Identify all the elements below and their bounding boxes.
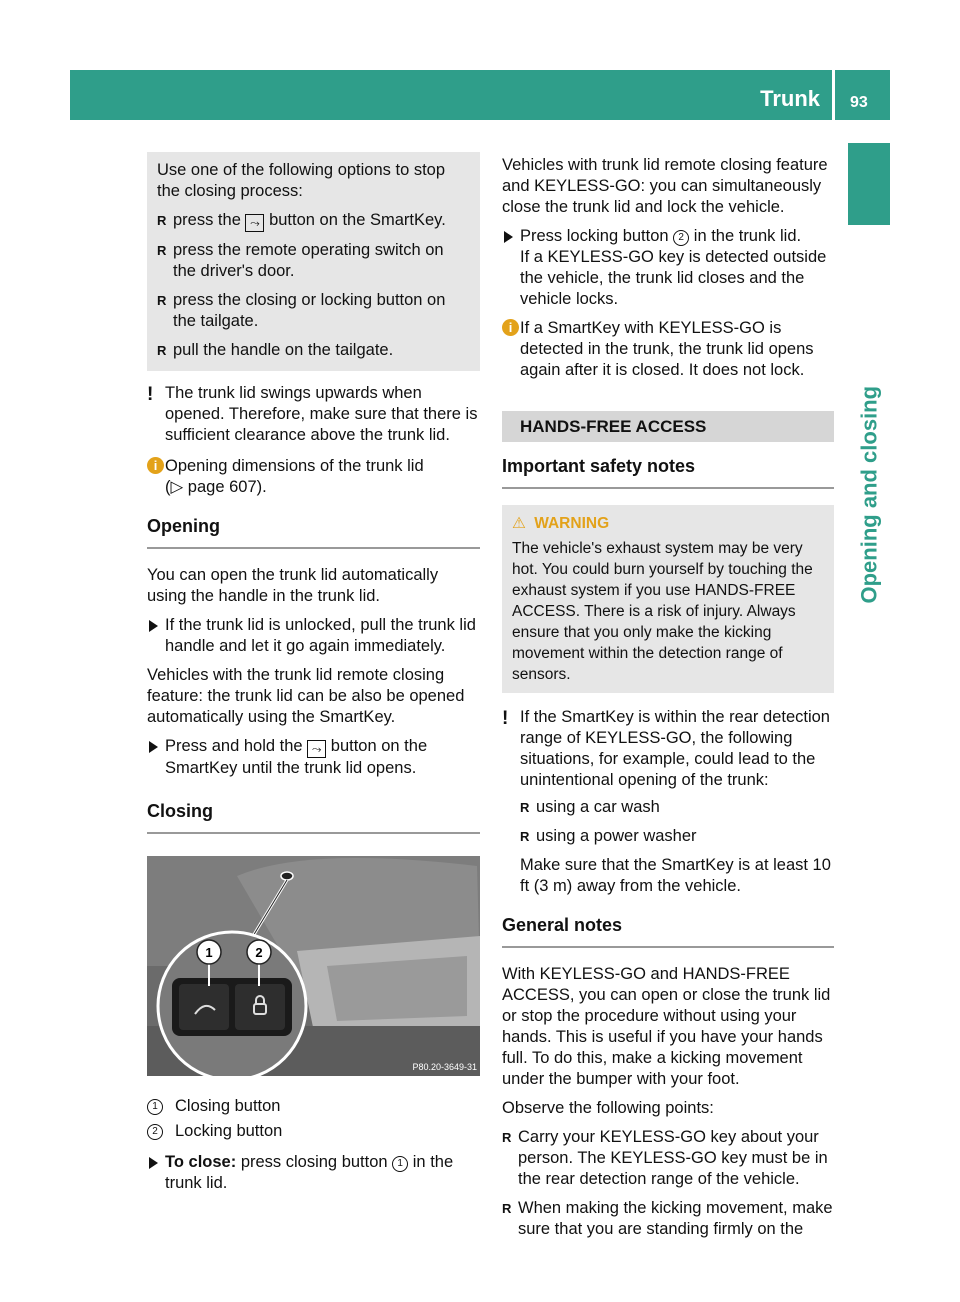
- info-note: i Opening dimensions of the trunk lid (▷ page 607).: [147, 456, 480, 498]
- header-divider: [832, 70, 835, 120]
- svg-text:1: 1: [205, 945, 213, 960]
- list-item: R press the remote operating switch on the driver's door.: [157, 240, 470, 282]
- instruction-step: Press locking button 2 in the trunk lid. If a KEYLESS-GO key is detected outside the vehicle, the trunk lid closes and the vehicle locks.: [502, 226, 834, 310]
- step-arrow-icon: [149, 1157, 158, 1169]
- general-points-intro: Observe the following points:: [502, 1099, 714, 1117]
- caution-note: ! The trunk lid swings upwards when opened. Therefore, make sure that there is sufficient clearance above the trunk lid.: [147, 384, 478, 444]
- caution-tail: Make sure that the SmartKey is at least 10 ft (3 m) away from the vehicle.: [520, 856, 831, 895]
- caution-note: ! If the SmartKey is within the rear detection range of KEYLESS-GO, the following situations, for example, could lead to the unintentional opening of the trunk: R using a car wash R using a power washer Make sure that the SmartKey is at least 10 ft (3 m) away from the vehicle.: [502, 707, 834, 897]
- list-item: R press the ⤳ button on the SmartKey.: [157, 210, 470, 232]
- exclamation-icon: !: [502, 708, 509, 729]
- number-1-icon: 1: [392, 1156, 408, 1172]
- trunk-key-icon: ⤳: [245, 214, 264, 232]
- left-column: [147, 152, 480, 1202]
- chapter-label: Opening and closing: [856, 385, 882, 604]
- list-item: R Carry your KEYLESS-GO key about your person. The KEYLESS-GO key must be in the rear detection range of the vehicle.: [502, 1127, 834, 1190]
- svg-text:2: 2: [255, 945, 263, 960]
- page-reference-link[interactable]: page 607).: [187, 478, 267, 496]
- list-item: R pull the handle on the tailgate.: [157, 340, 470, 361]
- step-arrow-icon: [149, 741, 158, 753]
- instruction-step: Press and hold the ⤳ button on the SmartKey until the trunk lid opens.: [147, 736, 480, 779]
- legend-item: 1 Closing button: [147, 1096, 480, 1117]
- page-number: 93: [850, 94, 868, 111]
- header-section-title: Trunk: [760, 86, 820, 111]
- number-2-icon: 2: [147, 1124, 163, 1140]
- info-icon: i: [147, 457, 164, 474]
- list-item: R press the closing or locking button on the tailgate.: [157, 290, 470, 332]
- heading-opening: Opening: [147, 516, 480, 549]
- remote-paragraph: Vehicles with the trunk lid remote closing feature: the trunk lid can be also be opened automatically using the SmartKey.: [147, 666, 465, 726]
- heading-safety: Important safety notes: [502, 456, 834, 489]
- legend-item: 2 Locking button: [147, 1121, 480, 1142]
- trunk-buttons-photo: [147, 856, 480, 1076]
- number-1-icon: 1: [147, 1099, 163, 1115]
- list-item: R using a car wash: [520, 797, 834, 818]
- exclamation-icon: !: [147, 384, 154, 405]
- remote-keyless-paragraph: Vehicles with trunk lid remote closing feature and KEYLESS-GO: you can simultaneously close the trunk lid and lock the vehicle.: [502, 156, 828, 216]
- info-note: i If a SmartKey with KEYLESS-GO is detected in the trunk, the trunk lid opens again after it is closed. It does not lock.: [502, 318, 834, 381]
- right-column: [502, 155, 834, 1248]
- instruction-step: To close: press closing button 1 in the trunk lid.: [147, 1152, 480, 1194]
- general-paragraph: With KEYLESS-GO and HANDS-FREE ACCESS, you can open or close the trunk lid or stop the procedure without using your hands. This is useful if you have your hands full. To do this, make a kicking movement under the bumper with your foot.: [502, 965, 831, 1088]
- warning-box: [502, 505, 834, 693]
- info-icon: i: [502, 319, 519, 336]
- heading-closing: Closing: [147, 801, 480, 834]
- list-item: R When making the kicking movement, make sure that you are standing firmly on the: [502, 1198, 834, 1240]
- stop-closing-box: [147, 152, 480, 371]
- number-2-icon: 2: [673, 230, 689, 246]
- page-ref-arrow-icon: ▷: [170, 478, 184, 496]
- step-arrow-icon: [504, 231, 513, 243]
- warning-title: WARNING: [534, 515, 610, 532]
- warning-triangle-icon: ⚠: [512, 515, 526, 532]
- warning-text: The vehicle's exhaust system may be very hot. You could burn yourself by touching the exhaust system if you use HANDS-FREE ACCESS. There is a risk of injury. Always ensure that you only make the kicking movement within the detection range of sensors.: [512, 540, 813, 683]
- trunk-key-icon: ⤳: [307, 740, 326, 758]
- list-item: R using a power washer: [520, 826, 834, 847]
- chapter-tab: [848, 143, 890, 225]
- heading-general: General notes: [502, 915, 834, 948]
- opening-paragraph: You can open the trunk lid automatically using the handle in the trunk lid.: [147, 566, 439, 605]
- box-intro: Use one of the following options to stop the closing process:: [157, 161, 446, 200]
- step-arrow-icon: [149, 620, 158, 632]
- instruction-step: If the trunk lid is unlocked, pull the trunk lid handle and let it go again immediately.: [147, 615, 480, 657]
- photo-code: P80.20-3649-31: [412, 1062, 477, 1072]
- section-band: HANDS-FREE ACCESS: [502, 411, 834, 442]
